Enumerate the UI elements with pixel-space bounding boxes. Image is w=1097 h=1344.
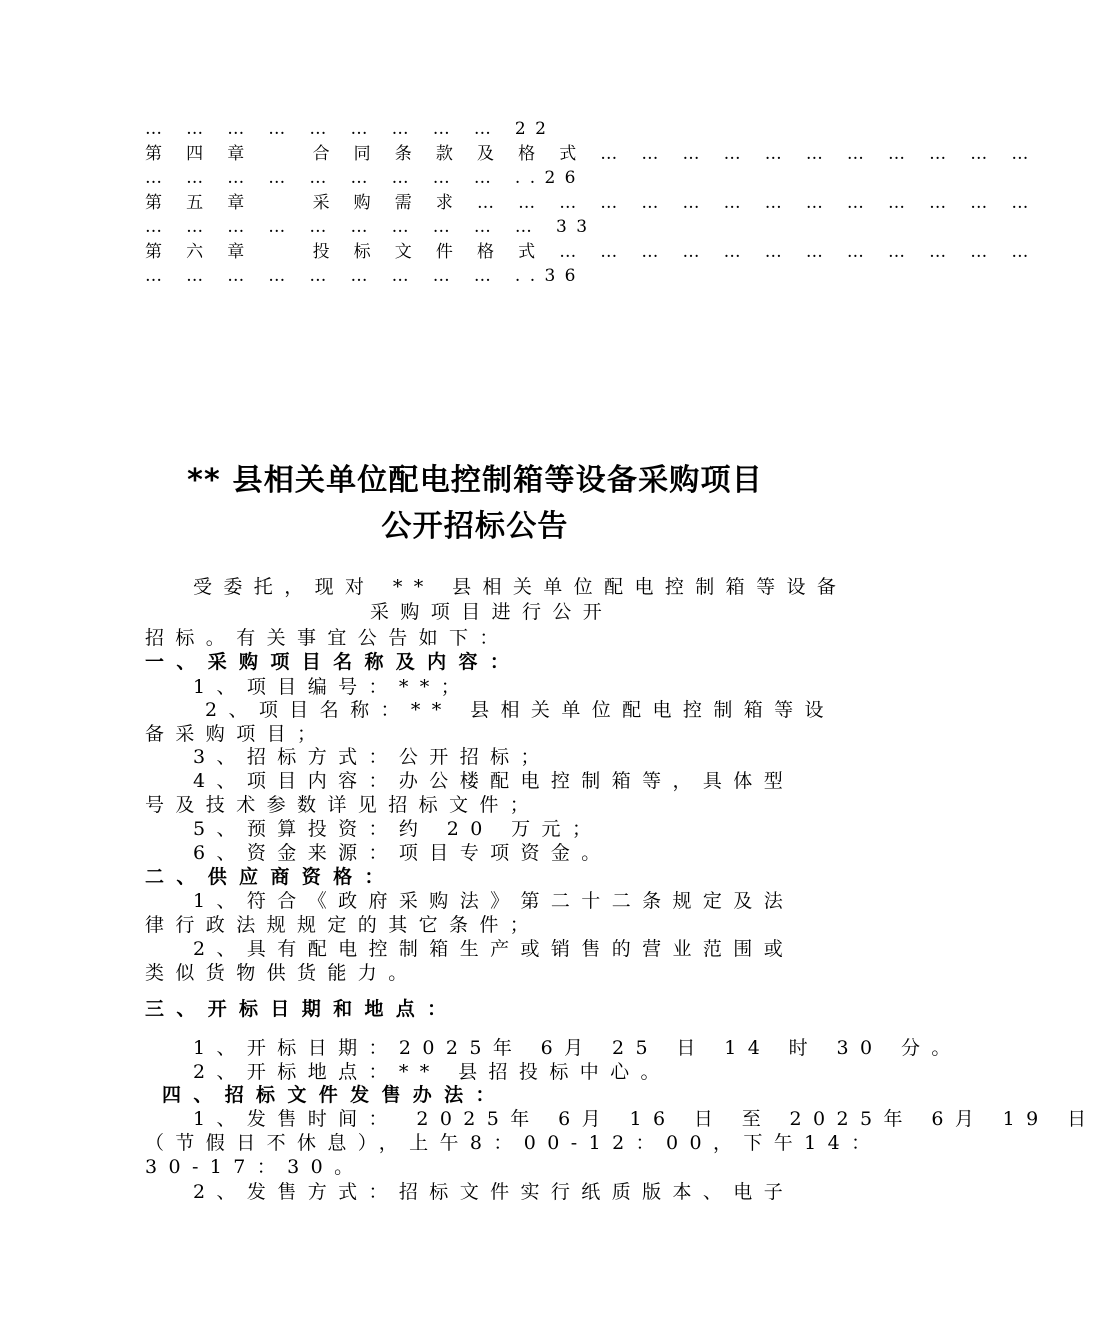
item-line: 30-17：30。 [145,1156,365,1178]
document-title: ** 县相关单位配电控制箱等设备采购项目 [187,463,763,498]
item-line: 1、符合《政府采购法》第二十二条规定及法 [193,890,795,912]
item-line: 类似货物供货能力。 [145,962,419,984]
item-line: 1、发售时间： 2025年 6月 16 日 至 2025年 6月 19 日 [193,1108,1097,1130]
section-heading-3: 三、开标日期和地点： [145,998,459,1020]
document-subtitle: 公开招标公告 [381,509,569,544]
toc-line: … … … … … … … … … ..36 [145,266,585,286]
item-line: 4、项目内容：办公楼配电控制箱等，具体型 [193,770,795,792]
item-line: 1、项目编号：**； [193,676,472,698]
item-line: 律行政法规规定的其它条件； [145,914,541,936]
toc-line: 第 五 章 采 购 需 求 … … … … … … … … … … … … … … [145,193,1038,213]
toc-line: 第 六 章 投 标 文 件 格 式 … … … … … … … … … … … … [145,242,1038,262]
section-heading-4: 四、招标文件发售办法： [162,1084,507,1106]
item-line: 3、招标方式：公开招标； [193,746,551,768]
item-line: 备采购项目； [145,723,328,745]
toc-line: 第 四 章 合 同 条 款 及 格 式 … … … … … … … … … … … [145,144,1038,164]
item-line: 1、开标日期：2025年 6月 25 日 14 时 30 分。 [193,1037,962,1059]
item-line: 2、开标地点：** 县招投标中心。 [193,1061,671,1083]
item-line: 5、预算投资：约 20 万元； [193,818,603,840]
intro-line: 招标。有关事宜公告如下： [145,627,510,649]
item-line: （节假日不休息），上午8：00-12：00，下午14： [145,1132,882,1154]
section-heading-2: 二、供应商资格： [145,866,396,888]
toc-line: … … … … … … … … … ..26 [145,168,585,188]
item-line: 2、发售方式：招标文件实行纸质版本、电子 [193,1181,795,1203]
intro-line: 受委托，现对 ** 县相关单位配电控制箱等设备 [193,576,848,598]
item-line: 号及技术参数详见招标文件； [145,794,541,816]
toc-line: … … … … … … … … … 22 [145,119,556,139]
item-line: 2、项目名称：** 县相关单位配电控制箱等设 [205,699,835,721]
section-heading-1: 一、采购项目名称及内容： [145,651,522,673]
toc-line: … … … … … … … … … … 33 [145,217,597,237]
intro-line: 采购项目进行公开 [370,601,614,623]
item-line: 2、具有配电控制箱生产或销售的营业范围或 [193,938,795,960]
item-line: 6、资金来源：项目专项资金。 [193,842,612,864]
